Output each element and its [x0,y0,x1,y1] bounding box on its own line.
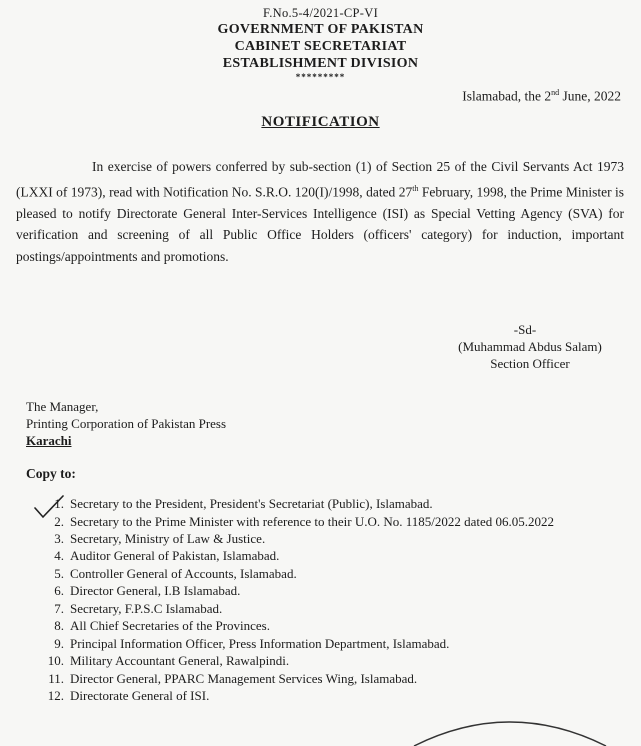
copy-to-item-number: 2. [54,514,64,529]
copy-to-item-text: Secretary to the Prime Minister with reference to their U.O. No. 1185/2022 dated 06.05.2022 [70,514,555,529]
body-sup: th [412,183,419,193]
copy-to-item-number: 12. [47,688,64,703]
copy-to-item-number: 3. [54,531,64,546]
copy-to-item-text: Director General, PPARC Management Services Wing, Islamabad. [70,671,418,686]
addressee-city: Karachi [26,433,72,448]
signatory-name: (Muhammad Abdus Salam) [458,339,602,354]
copy-to-item-number: 5. [54,566,64,581]
copy-to-item-number: 4. [54,548,64,563]
body-part2: February, 1998, the Prime Minister is pleased to notify Directorate General Inter-Services Intelligence (ISI) as Special Vetting Agency (SVA) for verification and screening of all Public Office Holders (officers' category) for induction, important postings/appointments and promotions. [16,184,624,264]
copy-to-item-number: 11. [48,671,64,686]
copy-to-item-number: 1. [54,496,64,511]
header-cabinet: CABINET SECRETARIAT [234,39,407,54]
copy-to-heading: Copy to: [26,466,76,481]
copy-to-item-number: 10. [47,653,64,668]
date-sup: nd [551,88,560,97]
date-prefix: Islamabad, the 2 [462,88,552,104]
copy-to-item-text: Secretary to the President, President's Secretariat (Public), Islamabad. [70,496,433,511]
signatory-designation: Section Officer [490,356,570,371]
copy-to-item-text: Military Accountant General, Rawalpindi. [70,653,290,668]
copy-to-item-text: Secretary, Ministry of Law & Justice. [70,531,266,546]
copy-to-item-text: Director General, I.B Islamabad. [70,583,241,598]
document-title: NOTIFICATION [261,114,380,130]
copy-to-item-text: Directorate General of ISI. [70,688,210,703]
copy-to-item-number: 6. [54,583,64,598]
header-government: GOVERNMENT OF PAKISTAN [217,22,424,37]
copy-to-item-number: 8. [54,618,64,633]
signature-sd: -Sd- [513,322,537,337]
copy-to-item-text: Principal Information Officer, Press Information Department, Islamabad. [70,636,450,651]
notification-body [16,156,624,267]
addressee-line2: Printing Corporation of Pakistan Press [26,416,227,431]
copy-to-item-text: Auditor General of Pakistan, Islamabad. [70,548,280,563]
file-number: F.No.5-4/2021-CP-VI [262,6,379,20]
copy-to-item-number: 7. [54,601,64,616]
body-part1: In exercise of powers conferred by sub-section (1) of Section 25 of the Civil Servants Act 1973 (LXXI of 1973), read with Notification No. S.R.O. 120(I)/1998, dated 27 [16,159,624,199]
copy-to-item-text: Controller General of Accounts, Islamabad. [70,566,297,581]
stamp-icon [410,706,610,746]
copy-to-item-text: All Chief Secretaries of the Provinces. [70,618,270,633]
date-suffix: June, 2022 [559,88,621,104]
addressee-line1: The Manager, [26,399,99,414]
header-stars: ********* [295,72,346,82]
issue-date [462,88,621,105]
copy-to-item-number: 9. [54,636,64,651]
copy-to-item-text: Secretary, F.P.S.C Islamabad. [70,601,223,616]
header-division: ESTABLISHMENT DIVISION [222,56,419,71]
